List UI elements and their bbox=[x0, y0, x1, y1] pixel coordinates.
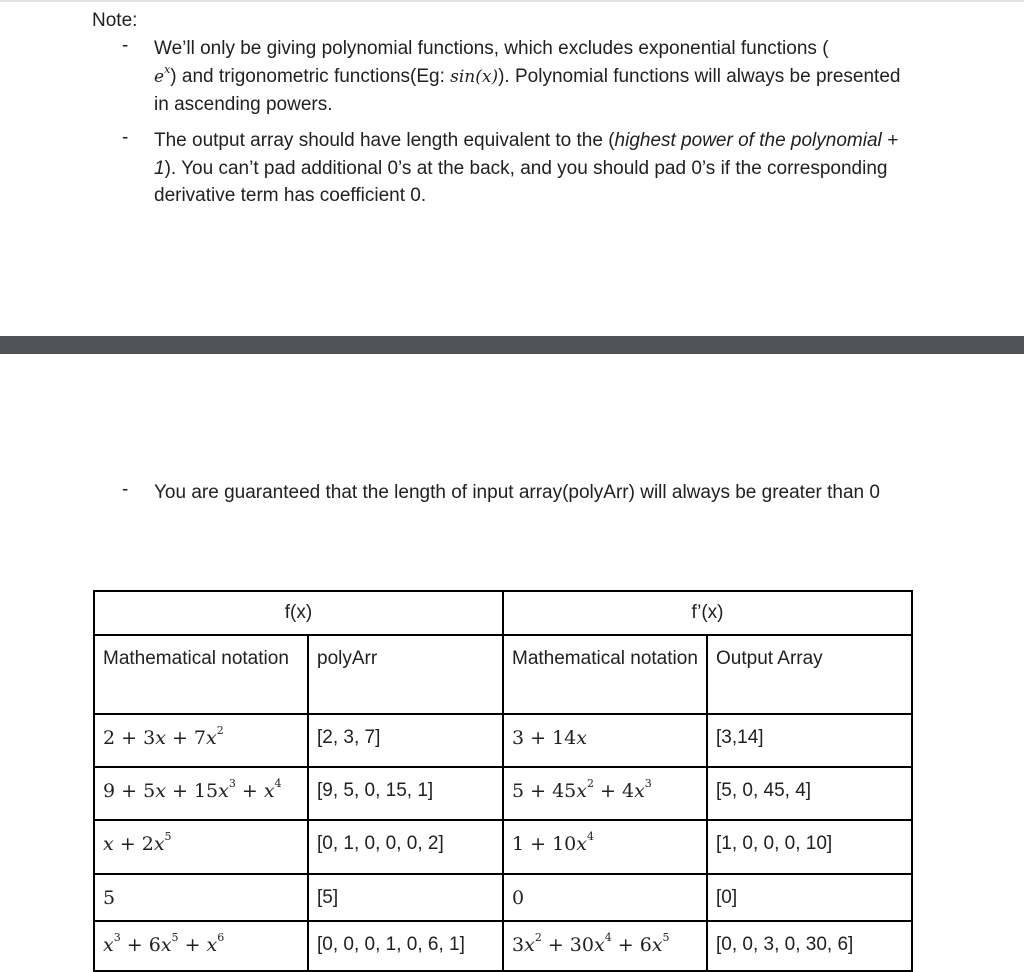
math-token: + 6 bbox=[120, 934, 161, 956]
math-token: 5 bbox=[164, 830, 172, 843]
math-token: + bbox=[235, 780, 264, 802]
derivative-table bbox=[93, 590, 913, 972]
col-header-polyarr: polyArr bbox=[308, 635, 503, 714]
polyarr-cell: [5] bbox=[308, 874, 503, 921]
dfx-group-header: f’(x) bbox=[503, 591, 912, 635]
dfx-notation-cell bbox=[503, 767, 707, 820]
math-token: 2 bbox=[534, 931, 542, 944]
math-token: + 4 bbox=[593, 780, 635, 802]
math-token: 3 bbox=[512, 934, 525, 956]
dfx-notation-cell bbox=[503, 874, 707, 921]
math-token: 1 + 10 bbox=[512, 833, 577, 855]
math-token: x bbox=[160, 934, 172, 956]
math-token: x bbox=[576, 727, 587, 749]
bullet-dash: - bbox=[122, 127, 129, 148]
math-token: x bbox=[524, 934, 535, 956]
dfx-notation-cell bbox=[503, 921, 707, 971]
table-row bbox=[94, 820, 912, 874]
math-token: + 15 bbox=[165, 780, 219, 802]
math-token: x bbox=[651, 934, 663, 956]
table-row bbox=[94, 767, 912, 820]
math-token: x bbox=[103, 934, 114, 956]
math-token: 4 bbox=[274, 777, 282, 790]
polyarr-cell: [0, 1, 0, 0, 0, 2] bbox=[308, 820, 503, 874]
bullet-text: We’ll only be giving polynomial functions, which excludes exponential functions ( $e^x$) and trigonometric functions(Eg: sin(x)). Polynomial functions will always be presented in ascending powers. bbox=[154, 38, 901, 115]
math-token: 0 bbox=[512, 887, 525, 909]
math-token: x bbox=[206, 727, 217, 749]
table-row bbox=[94, 921, 912, 971]
math-token: 2 bbox=[586, 777, 594, 790]
col-header-output-array: Output Array bbox=[707, 635, 912, 714]
dfx-notation-cell bbox=[503, 714, 707, 767]
math-token: x bbox=[155, 780, 166, 802]
table-row bbox=[94, 714, 912, 767]
math-token: 3 bbox=[644, 777, 652, 790]
math-token: x bbox=[576, 780, 587, 802]
math-token: x bbox=[594, 934, 605, 956]
note-heading: Note: bbox=[92, 10, 138, 31]
math-token: 3 bbox=[228, 777, 236, 790]
dfx-notation-cell bbox=[503, 820, 707, 874]
fx-notation-cell bbox=[94, 714, 308, 767]
math-token: 5 + 45 bbox=[512, 780, 577, 802]
polyarr-cell: [2, 3, 7] bbox=[308, 714, 503, 767]
col-header-fx-notation: Mathematical notation bbox=[94, 635, 308, 714]
fx-notation-cell bbox=[94, 921, 308, 971]
document-page-1 bbox=[0, 2, 1024, 336]
math-token: x bbox=[206, 934, 218, 956]
polyarr-cell: [0, 0, 0, 1, 0, 6, 1] bbox=[308, 921, 503, 971]
math-token: 2 + 3 bbox=[103, 727, 156, 749]
math-token: x bbox=[155, 727, 166, 749]
table-group-header-row bbox=[94, 591, 912, 635]
math-token: + 6 bbox=[611, 934, 652, 956]
document-page-2 bbox=[0, 354, 1024, 960]
math-token: x bbox=[153, 833, 165, 855]
fx-notation-cell bbox=[94, 874, 308, 921]
math-token: 3 + 14 bbox=[512, 727, 577, 749]
math-token: x bbox=[576, 833, 587, 855]
math-token: 9 + 5 bbox=[103, 780, 156, 802]
polyarr-cell: [9, 5, 0, 15, 1] bbox=[308, 767, 503, 820]
math-token: 5 bbox=[662, 931, 670, 944]
fx-notation-cell bbox=[94, 820, 308, 874]
math-token: 4 bbox=[604, 931, 612, 944]
math-token: 6 bbox=[217, 931, 225, 944]
math-token: + 7 bbox=[165, 727, 206, 749]
trig-example: sin(x) bbox=[450, 66, 499, 87]
bullet-text: You are guaranteed that the length of input array(polyArr) will always be greater than 0 bbox=[154, 482, 880, 503]
table-column-header-row bbox=[94, 635, 912, 714]
bullet-text: The output array should have length equivalent to the (highest power of the polynomial + 1). You can’t pad additional 0’s at the back, and you should pad 0’s if the corresponding derivative term has coefficient 0. bbox=[154, 130, 899, 206]
math-token: x bbox=[634, 780, 645, 802]
output-array-cell: [3,14] bbox=[707, 714, 912, 767]
output-array-cell: [1, 0, 0, 0, 10] bbox=[707, 820, 912, 874]
math-token: x bbox=[263, 780, 275, 802]
col-header-dfx-notation: Mathematical notation bbox=[503, 635, 707, 714]
bullet-dash: - bbox=[122, 479, 129, 500]
bullet-dash: - bbox=[122, 35, 129, 56]
output-array-cell: [5, 0, 45, 4] bbox=[707, 767, 912, 820]
fx-notation-cell bbox=[94, 767, 308, 820]
math-token: 4 bbox=[586, 830, 594, 843]
math-token: 5 bbox=[171, 931, 179, 944]
page-separator bbox=[0, 336, 1024, 354]
math-token: 3 bbox=[113, 931, 121, 944]
fx-group-header: f(x) bbox=[94, 591, 503, 635]
math-token: x bbox=[218, 780, 229, 802]
math-token: + bbox=[178, 934, 207, 956]
math-token: + 2 bbox=[113, 833, 154, 855]
math-token: 2 bbox=[216, 724, 224, 737]
table-row bbox=[94, 874, 912, 921]
math-token: x bbox=[103, 833, 114, 855]
math-token: 5 bbox=[103, 887, 116, 909]
exp-function: $e^x$ bbox=[154, 62, 171, 87]
output-array-cell: [0] bbox=[707, 874, 912, 921]
output-array-cell: [0, 0, 3, 0, 30, 6] bbox=[707, 921, 912, 971]
math-token: + 30 bbox=[541, 934, 594, 956]
